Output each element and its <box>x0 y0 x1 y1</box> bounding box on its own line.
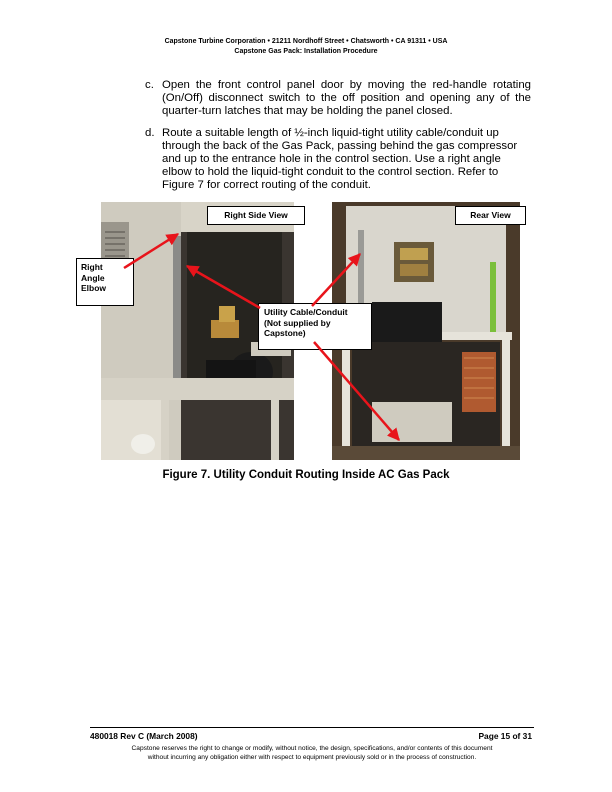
footer-doc-id: 480018 Rev C (March 2008) <box>90 731 198 741</box>
header-company-line: Capstone Turbine Corporation • 21211 Nordhoff Street • Chatsworth • CA 91311 • USA <box>164 38 448 45</box>
right-side-view-label: Right Side View <box>207 206 305 225</box>
figure-caption: Figure 7. Utility Conduit Routing Inside AC Gas Pack <box>162 469 450 481</box>
footer-notice-line2: without incurring any obligation either with respect to equipment previously sold or in the process of construction. <box>147 753 477 761</box>
footer-rule <box>90 727 534 728</box>
elbow-label-line2: Angle <box>81 272 105 283</box>
arrow-elbow <box>124 234 178 268</box>
elbow-label-line3: Elbow <box>81 283 107 293</box>
conduit-label-line3: Capstone) <box>264 328 306 338</box>
step-c-text: Open the front control panel door by moving the red-handle rotating (On/Off) disconnect switch to the off position and opening any of the quarter-turn latches that may be holding the panel closed. <box>162 79 531 117</box>
step-d-letter: d. <box>145 127 155 139</box>
conduit-label-line1: Utility Cable/Conduit <box>264 307 348 317</box>
step-c-letter: c. <box>145 79 154 91</box>
arrow-conduit-rear-down <box>314 342 399 440</box>
footer-notice-line1: Capstone reserves the right to change or modify, without notice, the design, specifications, and/or contents of this document <box>131 745 493 752</box>
step-d-text: Route a suitable length of ½-inch liquid-tight utility cable/conduit up through the back of the Gas Pack, passing behind the gas compressor and up to the entrance hole in the control section. Use a right angle elbow to hold the liquid-tight conduit to the control section. Refer to Figure 7 for correct routing of the conduit. <box>162 127 518 191</box>
elbow-label-line1: Right <box>81 262 103 272</box>
conduit-label-line2: (Not supplied by <box>264 317 331 328</box>
rear-view-label: Rear View <box>455 206 526 225</box>
footer-notice <box>90 745 534 762</box>
arrow-conduit-left <box>187 266 260 308</box>
header-doc-title: Capstone Gas Pack: Installation Procedure <box>234 47 378 55</box>
arrow-conduit-rear-up <box>312 254 360 306</box>
footer-page-number: Page 15 of 31 <box>478 731 532 741</box>
